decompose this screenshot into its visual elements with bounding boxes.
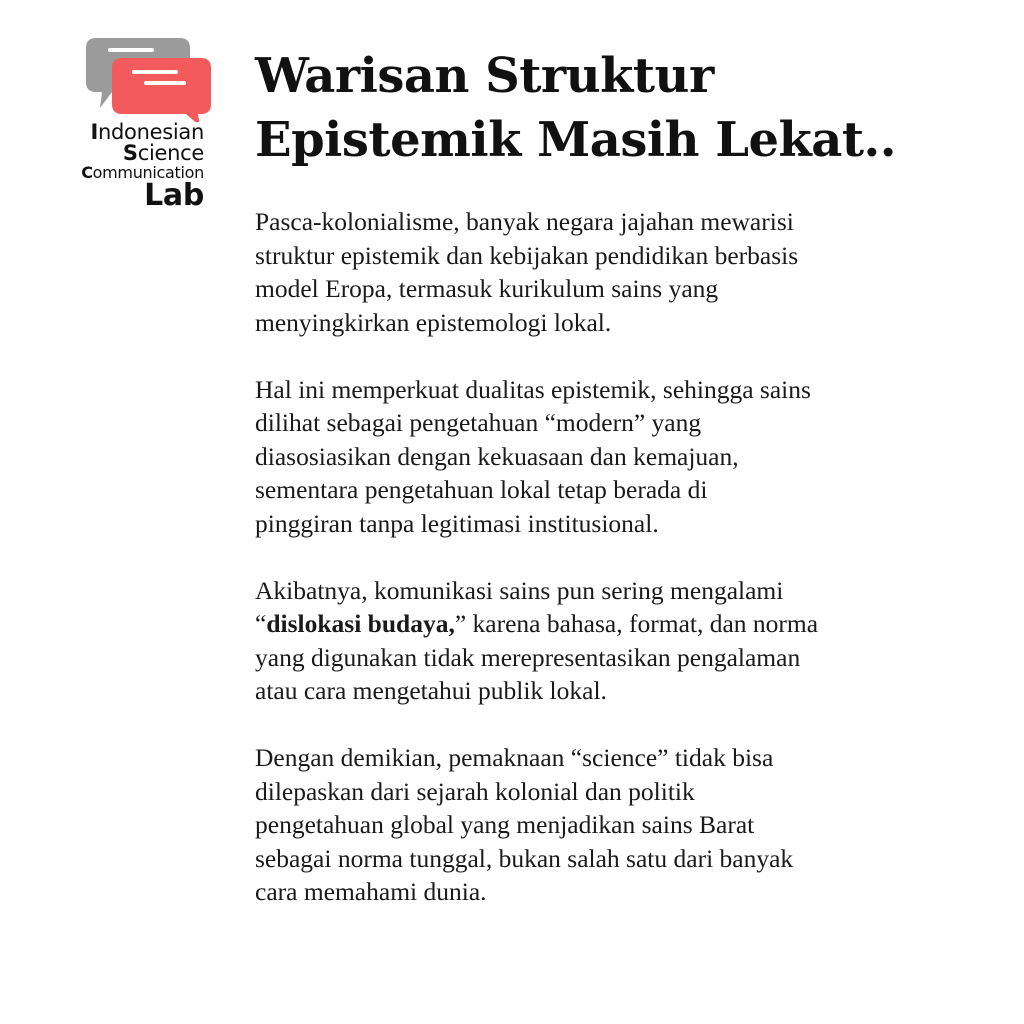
text-line: struktur epistemik dan kebijakan pendidikan berbasis xyxy=(255,240,799,270)
text-run: karena bahasa, format, dan norma xyxy=(466,609,819,638)
text-line: yang digunakan tidak merepresentasikan pengalaman xyxy=(255,642,801,672)
text-line: pinggiran tanpa legitimasi institusional. xyxy=(255,508,659,538)
title-line-1: Warisan Struktur xyxy=(255,48,714,104)
open-quote: “ xyxy=(255,609,267,638)
brand-logo xyxy=(44,30,214,215)
text-line: atau cara mengetahui publik lokal. xyxy=(255,676,607,705)
text-line-with-emphasis xyxy=(255,607,975,641)
text-line: Akibatnya, komunikasi sains pun sering mengalami xyxy=(255,575,784,605)
paragraph-1 xyxy=(255,205,975,339)
speech-bubbles-icon xyxy=(86,34,211,122)
text-line: Hal ini memperkuat dualitas epistemik, sehingga sains xyxy=(255,374,811,404)
brand-line-lab: Lab xyxy=(144,178,204,213)
text-line: sebagai norma tunggal, bukan salah satu dari banyak xyxy=(255,843,794,873)
brand-line-indonesian: Indonesian xyxy=(90,120,204,144)
article-body xyxy=(255,205,975,942)
text-line: dilihat sebagai pengetahuan “modern” yang xyxy=(255,408,702,437)
text-line: diasosiasikan dengan kekuasaan dan kemajuan, xyxy=(255,441,739,471)
brand-line-science: Science xyxy=(122,141,204,165)
text-line: cara memahami dunia. xyxy=(255,877,487,906)
paragraph-2 xyxy=(255,373,975,541)
text-line: pengetahuan global yang menjadikan sains Barat xyxy=(255,810,755,839)
paragraph-3 xyxy=(255,574,975,708)
text-line: sementara pengetahuan lokal tetap berada di xyxy=(255,475,708,504)
paragraph-4 xyxy=(255,741,975,909)
text-line: Dengan demikian, pemaknaan “science” tidak bisa xyxy=(255,743,774,772)
page-title xyxy=(255,44,995,172)
title-line-2: Epistemik Masih Lekat.. xyxy=(255,112,896,168)
brand-wordmark xyxy=(81,122,204,211)
text-line: model Eropa, termasuk kurikulum sains yang xyxy=(255,274,719,303)
close-quote: ” xyxy=(454,609,467,638)
text-line: Pasca-kolonialisme, banyak negara jajahan mewarisi xyxy=(255,207,794,236)
text-line: dilepaskan dari sejarah kolonial dan politik xyxy=(255,776,695,806)
brand-line-communication: Communication xyxy=(81,163,204,182)
emphasis-dislokasi-budaya: dislokasi budaya, xyxy=(266,609,455,638)
text-line: menyingkirkan epistemologi lokal. xyxy=(255,307,612,337)
